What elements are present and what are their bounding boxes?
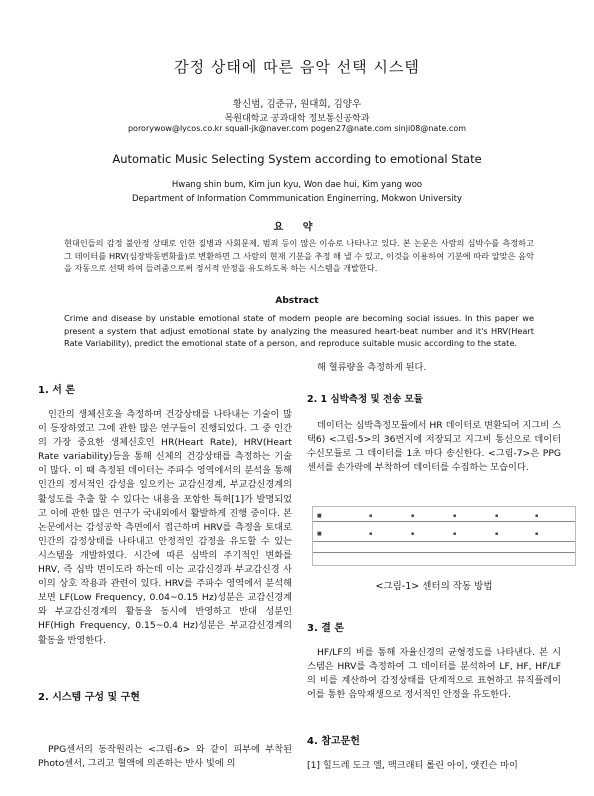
figure-marker: ▪ (369, 513, 373, 519)
section-3-heading: 3. 결 론 (307, 623, 345, 634)
figure-marker: ▪ (453, 513, 457, 519)
english-abstract-text: Crime and disease by unstable emotional state of modern people are becoming social issues. In this paper we present a system that adjust emotional state by analyzing the measured heart-beat number and it's HRV(Heart Rate Variability), predict the emotional state of a person, and reproduce suitable music according to the state. (64, 313, 534, 348)
section-1-heading: 1. 서 론 (38, 385, 76, 396)
figure-marker: ▪ (495, 531, 499, 537)
section-2-text: PPG센서의 동작원리는 <그림-6> 와 같이 피부에 부착된 Photo센서, 그리고 혈액에 의존하는 반사 빛에 의 (38, 744, 292, 770)
figure-rule (313, 552, 575, 553)
figure-rule (313, 521, 575, 522)
figure-1-caption: <그림-1> 센터의 작동 방법 (375, 581, 493, 592)
figure-marker: ▪ (411, 531, 415, 537)
author-list: 황신범, 김준규, 원대희, 김양우 (232, 99, 362, 110)
korean-abstract-text: 현대인들의 감정 불안정 상태로 인한 질병과 사회문제, 범죄 등이 많은 이슈로 나타나고 있다. 본 논문은 사람의 심박수를 측정하고 그 데이터를 HRV(심장박동변화율)로 변환하면 그 사람의 현재 기분을 추정 해 낼 수 있고, 이것을 이용하여 기분에 따라 알맞은 음악을 자동으로 선택 하여 들려줌으로써 정서적 안정을 유도하도록 하는 시스템을 개발한다. (64, 238, 534, 273)
figure-marker: ■ (317, 513, 322, 519)
reference-1: [1] 힐드레 도크 엘, 맥크래티 롤린 아이, 앳킨슨 마이 (307, 760, 518, 771)
figure-rule (313, 541, 575, 542)
figure-marker: ■ (317, 531, 322, 537)
figure-marker: ▪ (369, 531, 373, 537)
english-title: Automatic Music Selecting System according to emotional State (112, 152, 482, 166)
english-affiliation: Department of Information Commmunication Enginerring, Mokwon University (131, 194, 462, 204)
figure-marker: ▪ (535, 531, 539, 537)
figure-marker: ▪ (535, 513, 539, 519)
section-3-text: HF/LF의 비를 통해 자율신경의 균형정도를 나타낸다. 본 시스템은 HRV를 측정하여 그 데이터를 분석하여 LF, HF, HF/LF의 비를 계산하여 감정상태를 단계적으로 표현하고 뮤직플레이어를 통한 음악재생으로 정서적인 안정을 유도한다. (307, 647, 561, 701)
figure-marker: ▪ (411, 513, 415, 519)
page-title: 감정 상태에 따른 음악 선택 시스템 (174, 58, 420, 76)
english-author-list: Hwang shin bum, Kim jun kyu, Won dae hui, Kim yang woo (171, 180, 423, 190)
section-1-text: 인간의 생체신호을 측정하며 건강상태를 나타내는 기술이 많이 등장하였고 그에 관한 많은 연구들이 진행되었다. 그 중 인간의 가장 중요한 생체신호인 HR(Heart Rate), HRV(Heart Rate variability)등을 통해 신체의 건강상태를 측정하는 기술이 많다. 이 때 측정된 데이터는 주파수 영역에서의 분석을 통해 인간의 정서적인 감성을 일으키는 교감신경계, 부교감신경계의 활성도를 추출 할 수 있다는 내용을 포함한 특허[1]가 발명되었고 이에 관한 많은 연구가 국내외에서 활발하게 진행 중이다. 본 논문에서는 감성공학 측면에서 접근하며 HRV를 측정을 토대로 인간의 감정상태를 나타내고 안정적인 감정을 유도할 수 있는 시스템을 개발하였다. 시간에 따른 심박의 주기적인 변화를 HRV, 즉 심박 변이도라 하는데 이는 교감신경과 부교감신경 사이의 상호 작용과 관련이 있다. HRV를 주파수 영역에서 분석해보면 LF(Low Frequency, 0.04~0.15 Hz)성분은 교감신경계와 부교감신경계의 활동을 동시에 반영하고 반대 성분인 HF(High Frequency, 0.15~0.4 Hz)성분은 부교감신경계의 활동을 반영한다. (38, 409, 292, 646)
figure-marker: ▪ (453, 531, 457, 537)
korean-abstract-heading: 요 약 (273, 222, 321, 233)
english-abstract-heading: Abstract (275, 296, 319, 306)
section-2-1-heading: 2. 1 심박측정 및 전송 모듈 (307, 394, 423, 405)
section-2-continuation: 해 혈류량을 측정하게 된다. (317, 362, 427, 373)
figure-marker: ▪ (495, 513, 499, 519)
affiliation: 목원대학교 공과대학 정보통신공학과 (224, 114, 370, 124)
figure-1-image (312, 506, 576, 566)
section-2-1-text: 데이터는 심박측정모듈에서 HR 데이터로 변환되어 지그비 스택6) <그림-5>의 36번지에 저장되고 지그비 통신으로 데이터 수신모듈로 그 데이터를 1초 마다 송신한다. <그림-7>은 PPG센서를 손가락에 부착하여 데이터를 수집하는 모습이다. (307, 420, 561, 474)
author-emails: pororywow@lycos.co.kr squall-jk@naver.com pogen27@nate.com sinji08@nate.com (127, 124, 467, 133)
section-2-heading: 2. 시스템 구성 및 구현 (38, 692, 140, 703)
section-4-heading: 4. 참고문헌 (307, 736, 360, 747)
